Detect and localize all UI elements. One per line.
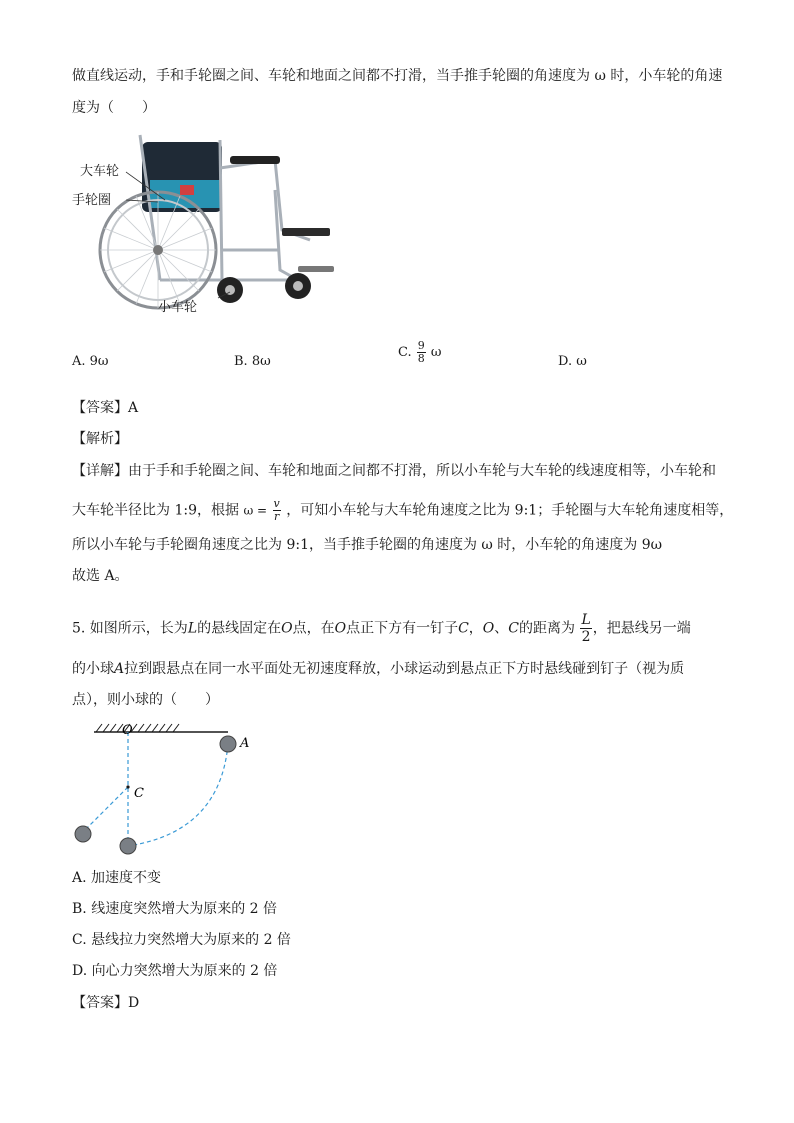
q5-stem-text: 、	[494, 620, 509, 637]
q4-detail-line-3: 所以小车轮与手轮圈角速度之比为 9:1，当手推手轮圈的角速度为 ω 时，小车轮的角速度为 9ω	[72, 537, 663, 553]
q5-stem-text: ，	[468, 620, 483, 637]
q5-fraction-L-over-2	[580, 612, 591, 645]
footrest	[282, 228, 330, 236]
q5-stem-text: 的悬线固定在	[197, 620, 282, 637]
q4-answer: 【答案】A	[72, 400, 139, 416]
q4-detail-line-2-a: 大车轮半径比为 1:9，根据	[72, 502, 239, 519]
q5-var-C: C	[458, 620, 469, 637]
label-big-wheel: 大车轮	[80, 164, 120, 179]
pendulum-figure	[70, 722, 270, 862]
q5-stem-line-2	[72, 659, 684, 679]
q4-stem-line-1: 做直线运动，手和手轮圈之间、车轮和地面之间都不打滑，当手推手轮圈的角速度为 ω 时，小车轮的角速	[72, 68, 723, 84]
q5-var-O: O	[281, 620, 293, 637]
small-wheel-right-hub	[293, 281, 303, 291]
q4-formula-den: r	[274, 510, 280, 523]
q5-stem-text: ，把悬线另一端	[592, 620, 691, 637]
q4-option-b: B. 8ω	[234, 354, 271, 369]
q5-stem-text: 的小球	[72, 661, 114, 677]
q5-var-C: C	[508, 620, 519, 637]
q4-option-c-suffix: ω	[430, 345, 442, 360]
q5-stem-text: 的距离为	[519, 620, 575, 637]
q4-formula-lhs: ω =	[243, 503, 268, 518]
q4-option-c-den: 8	[417, 352, 425, 365]
q5-frac-num: L	[581, 612, 591, 628]
string-to-left-ball	[83, 787, 128, 832]
q5-option-a: A. 加速度不变	[72, 870, 162, 886]
q5-stem-line-3: 点），则小球的（ ）	[72, 692, 219, 708]
q4-stem-line-2: 度为（ ）	[72, 100, 156, 116]
ball-bottom	[120, 838, 136, 854]
q5-stem-text: 5. 如图所示，长为	[72, 620, 188, 637]
q5-stem-line-1	[72, 612, 691, 645]
q4-option-c-prefix: C.	[398, 345, 412, 360]
q5-option-d: D. 向心力突然增大为原来的 2 倍	[72, 963, 278, 979]
q4-option-c-num: 9	[417, 339, 425, 352]
q5-var-L: L	[187, 620, 198, 637]
q5-frac-den: 2	[581, 629, 591, 645]
label-A: A	[240, 736, 250, 751]
q4-detail-line-2	[72, 498, 733, 523]
q4-option-c	[398, 340, 442, 365]
brand-label	[180, 185, 194, 195]
q5-var-O: O	[334, 620, 347, 637]
ball-left	[75, 826, 91, 842]
q4-detail-line-2-b: ，可知小车轮与大车轮角速度之比为 9:1；手轮圈与大车轮角速度相等，	[286, 502, 734, 519]
armrest	[230, 156, 280, 164]
label-O: O	[122, 723, 133, 738]
q4-detail-line-4: 故选 A。	[72, 568, 129, 584]
q5-stem-text: 点正下方有一钉子	[346, 620, 459, 637]
label-hand-rim: 手轮圈	[72, 193, 112, 208]
q5-var-A: A	[114, 661, 125, 677]
ceiling-hatch	[96, 724, 179, 732]
nail-C	[126, 785, 129, 788]
q4-option-c-fraction	[417, 340, 426, 365]
q4-detail-line-1: 【详解】由于手和手轮圈之间、车轮和地面之间都不打滑，所以小车轮与大车轮的线速度相等，小车轮和	[72, 463, 716, 479]
q5-var-O: O	[482, 620, 495, 637]
q4-option-d: D. ω	[558, 354, 587, 369]
label-C: C	[134, 786, 144, 801]
foot-plate	[298, 266, 334, 272]
q5-option-c: C. 悬线拉力突然增大为原来的 2 倍	[72, 932, 291, 948]
q5-stem-text: 拉到跟悬点在同一水平面处无初速度释放，小球运动到悬点正下方时悬线碰到钉子（视为质	[124, 661, 685, 677]
wheelchair-figure	[70, 130, 340, 320]
q4-formula-fraction	[273, 498, 281, 523]
q4-analysis-heading: 【解析】	[72, 431, 128, 447]
q5-option-b: B. 线速度突然增大为原来的 2 倍	[72, 901, 277, 917]
q5-stem-text: 点，在	[292, 620, 335, 637]
q5-answer: 【答案】D	[72, 995, 140, 1011]
label-small-wheel: 小车轮	[158, 300, 198, 315]
ball-A	[220, 736, 236, 752]
q4-formula-num: v	[273, 497, 280, 510]
wheel-hub	[153, 245, 163, 255]
q4-option-a: A. 9ω	[72, 354, 109, 369]
